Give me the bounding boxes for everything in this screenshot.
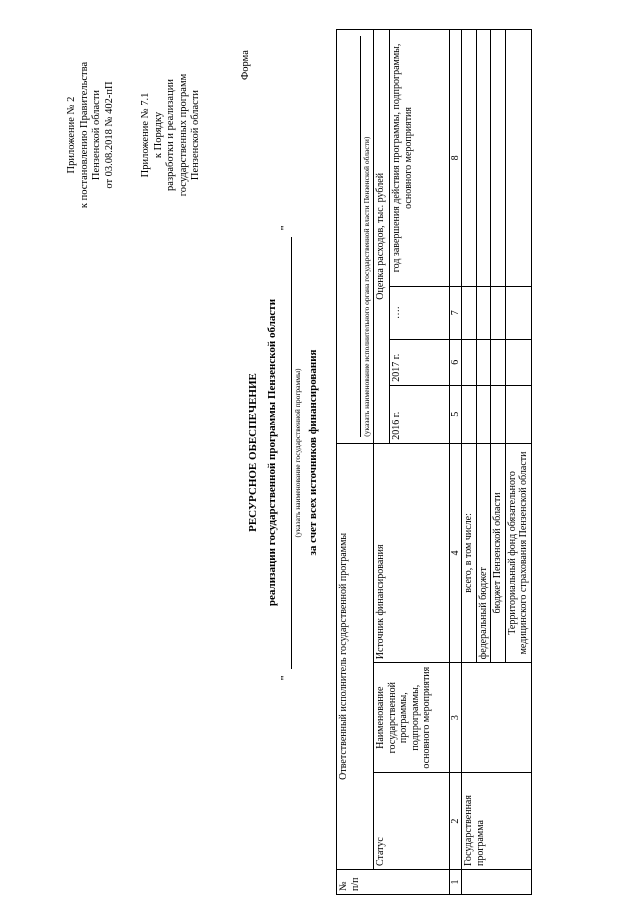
cell-value xyxy=(505,30,531,287)
column-number: 7 xyxy=(450,286,462,339)
cell-value xyxy=(505,286,531,339)
annex2-line: Приложение № 7.1 xyxy=(140,92,151,178)
col-final-header: год завершения действия программы, подпрограммы, основного мероприятия xyxy=(390,30,450,287)
quote-close: " xyxy=(279,224,291,231)
annex-line: Приложение № 2 xyxy=(66,96,77,174)
column-number: 2 xyxy=(450,773,462,870)
cell-value xyxy=(462,385,477,443)
cell-value xyxy=(476,286,491,339)
col-2016-header: 2016 г. xyxy=(390,385,450,443)
col-dots-header: …. xyxy=(390,286,450,339)
col-source-header: Источник финансирования xyxy=(374,443,450,663)
cell-status: Государственная программа xyxy=(462,773,532,870)
executor-cell xyxy=(337,30,374,444)
title-financing: за счет всех источников финансирования xyxy=(307,349,319,556)
cell-value xyxy=(476,339,491,385)
page-subtitle: реализации государственной программы Пензенской области xyxy=(266,298,278,607)
column-numbers-row xyxy=(450,30,462,895)
executor-line xyxy=(342,36,361,437)
annex-line: от 03.08.2018 № 402-пП xyxy=(103,81,115,189)
annex2-line: к Порядку xyxy=(152,111,164,159)
column-number: 8 xyxy=(450,30,462,287)
annex-block-2 xyxy=(140,25,203,245)
col-name-header: Наименование государственной программы, подпрограммы, основного мероприятия xyxy=(374,663,450,773)
column-number: 4 xyxy=(450,443,462,663)
cell-value xyxy=(505,385,531,443)
col-status-header: Статус xyxy=(374,773,450,870)
cell-value xyxy=(491,30,506,287)
column-number: 6 xyxy=(450,339,462,385)
col-estimate-header: Оценка расходов, тыс. рублей xyxy=(374,30,390,444)
annex2-line: разработки и реализации xyxy=(165,79,176,191)
cell-no xyxy=(462,870,532,895)
cell-value xyxy=(491,385,506,443)
source-total: всего, в том числе: xyxy=(462,443,477,663)
cell-value xyxy=(491,286,506,339)
cell-value xyxy=(476,30,491,287)
annex-line: Пензенской области xyxy=(91,89,102,181)
column-number: 1 xyxy=(450,870,462,895)
annex2-line: государственных программ xyxy=(177,73,189,197)
cell-value xyxy=(476,385,491,443)
cell-value xyxy=(491,339,506,385)
annex-block xyxy=(66,25,116,245)
executor-label: Ответственный исполнитель государственной программы xyxy=(337,443,374,869)
source-federal: федеральный бюджет xyxy=(476,443,491,663)
resource-table xyxy=(336,29,532,895)
cell-value xyxy=(462,286,477,339)
program-name-line xyxy=(291,237,292,669)
column-number: 3 xyxy=(450,663,462,773)
cell-name xyxy=(462,663,532,773)
source-regional: бюджет Пензенской области xyxy=(491,443,506,663)
cell-value xyxy=(462,30,477,287)
column-number: 5 xyxy=(450,385,462,443)
col-no-header: № п/п xyxy=(337,870,450,895)
source-insurance-fund: Территориальный фонд обязательного медицинского страхования Пензенской области xyxy=(505,443,531,663)
executor-hint: (указать наименование исполнительного органа государственной власти Пензенской области) xyxy=(361,136,371,437)
page-title: РЕСУРСНОЕ ОБЕСПЕЧЕНИЕ xyxy=(247,373,259,532)
annex-line: к постановлению Правительства xyxy=(78,61,90,209)
program-name-hint: (указать наименование государственной программы) xyxy=(293,368,302,538)
form-label: Форма xyxy=(240,50,251,80)
cell-value xyxy=(505,339,531,385)
table-row xyxy=(462,30,477,895)
quote-open: " xyxy=(279,674,291,681)
cell-value xyxy=(462,339,477,385)
annex2-line: Пензенской области xyxy=(190,89,201,181)
col-2017-header: 2017 г. xyxy=(390,339,450,385)
